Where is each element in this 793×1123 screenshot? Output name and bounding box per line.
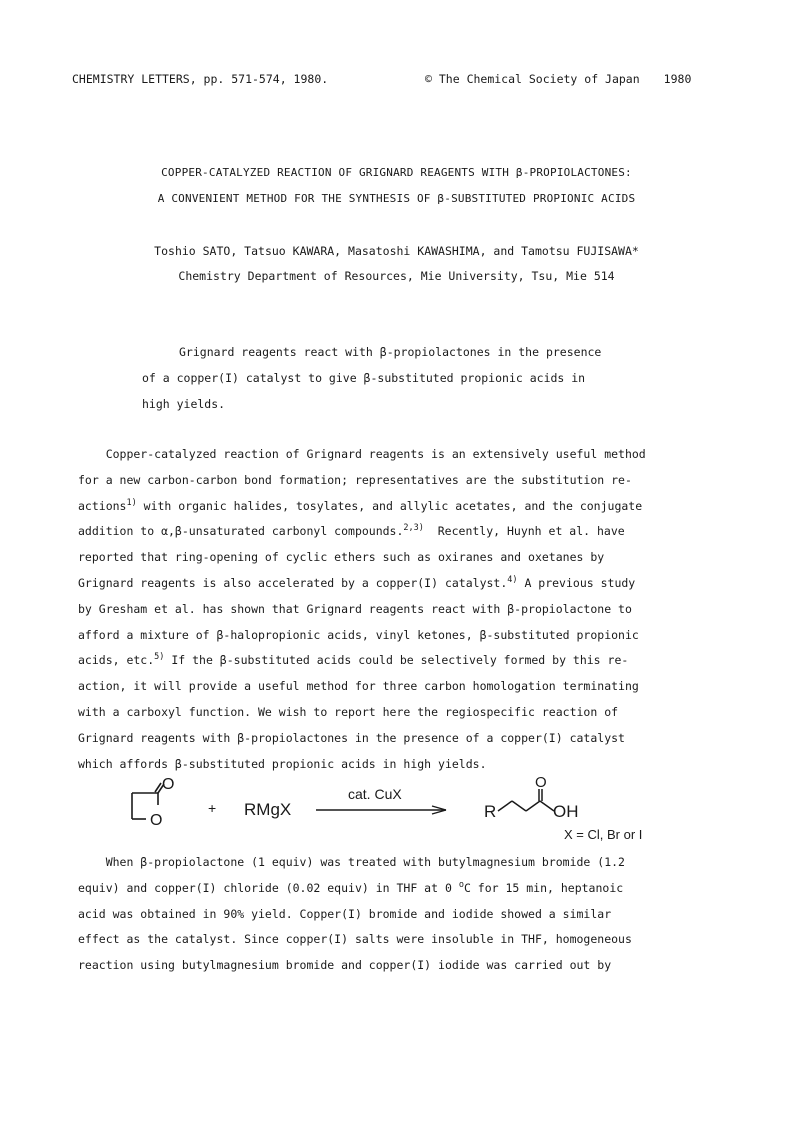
reference-superscript: 5) — [154, 652, 165, 663]
reference-superscript: 1) — [126, 497, 137, 508]
body-text-line: effect as the catalyst. Since copper(I) salts were insoluble in THF, homogeneous — [78, 932, 632, 947]
body-text-line — [78, 576, 635, 590]
body-text-line: by Gresham et al. has shown that Grignard reagents react with β-propiolactone to — [78, 601, 632, 616]
body-text-line: for a new carbon-carbon bond formation; representatives are the substitution re- — [78, 472, 632, 487]
copyright-line — [425, 72, 691, 86]
header-year: 1980 — [663, 72, 692, 86]
reaction-arrow — [316, 806, 446, 814]
halide-condition: X = Cl, Br or I — [564, 827, 643, 842]
body-text-line: which affords β-substituted propionic acids in high yields. — [78, 756, 487, 771]
title-line-2: A CONVENIENT METHOD FOR THE SYNTHESIS OF β-SUBSTITUTED PROPIONIC ACIDS — [157, 192, 636, 205]
body-text-line — [78, 881, 623, 895]
body-text-line: afford a mixture of β-halopropionic acids, vinyl ketones, β-substituted propionic — [78, 627, 639, 642]
reference-superscript: 2,3) — [403, 523, 424, 534]
title-line-1: COPPER-CATALYZED REACTION OF GRIGNARD REAGENTS WITH β-PROPIOLACTONES: — [161, 166, 632, 179]
propionic-acid-chain — [498, 789, 554, 811]
line-text: C for 15 min, heptanoic — [463, 880, 624, 895]
body-text-line: Copper-catalyzed reaction of Grignard reagents is an extensively useful method — [78, 447, 646, 461]
body-text-line: reaction using butylmagnesium bromide and copper(I) iodide was carried out by — [78, 958, 612, 973]
affiliation: Chemistry Department of Resources, Mie University, Tsu, Mie 514 — [178, 269, 615, 283]
body-text-line: action, it will provide a useful method for three carbon homologation terminating — [78, 679, 639, 694]
copyright-symbol: © — [425, 72, 432, 86]
abstract-line: Grignard reagents react with β-propiolactones in the presence — [179, 345, 602, 359]
body-text-line: acid was obtained in 90% yield. Copper(I) bromide and iodide showed a similar — [78, 906, 612, 921]
lactone-ring-oxygen: O — [150, 812, 163, 829]
author-list: Toshio SATO, Tatsuo KAWARA, Masatoshi KAWASHIMA, and Tamotsu FUJISAWA* — [154, 244, 639, 258]
body-text-line — [78, 524, 625, 538]
body-text-line: Grignard reagents with β-propiolactones in the presence of a copper(I) catalyst — [78, 730, 625, 745]
reference-superscript: 4) — [507, 575, 518, 585]
body-text-line — [78, 499, 642, 513]
line-text: If the β-substituted acids could be selectively formed by this re- — [164, 653, 629, 668]
abstract-line: of a copper(I) catalyst to give β-substituted propionic acids in — [142, 371, 586, 385]
line-text: Grignard reagents is also accelerated by a copper(I) catalyst. — [78, 576, 508, 590]
body-text-line: with a carboxyl function. We wish to report here the regiospecific reaction of — [78, 705, 619, 719]
plus-sign: + — [208, 800, 217, 816]
line-text: equiv) and copper(I) chloride (0.02 equiv) in THF at 0 — [78, 880, 459, 895]
body-text-line: When β-propiolactone (1 equiv) was treated with butylmagnesium bromide (1.2 — [78, 855, 625, 869]
reference-superscript: o — [458, 879, 464, 890]
society-name: The Chemical Society of Japan — [438, 72, 640, 86]
line-text: actions — [78, 498, 127, 513]
reaction-scheme — [120, 775, 680, 845]
journal-citation: CHEMISTRY LETTERS, pp. 571-574, 1980. — [72, 72, 329, 86]
catalyst-label: cat. CuX — [348, 786, 402, 802]
grignard-reagent: RMgX — [244, 800, 292, 819]
line-text: with organic halides, tosylates, and allylic acetates, and the conjugate — [136, 498, 643, 513]
line-text: acids, etc. — [78, 653, 155, 668]
lactone-carbonyl-oxygen: O — [162, 776, 175, 793]
abstract-line: high yields. — [142, 397, 226, 411]
line-text: addition to α,β-unsaturated carbonyl compounds. — [78, 524, 404, 539]
body-text-line — [78, 653, 628, 667]
product-carbonyl-oxygen: O — [535, 775, 547, 791]
product-r-group: R — [484, 802, 497, 821]
line-text: Recently, Huynh et al. have — [423, 524, 625, 539]
body-text-line: reported that ring-opening of cyclic ethers such as oxiranes and oxetanes by — [78, 550, 605, 565]
line-text: A previous study — [517, 576, 636, 590]
product-hydroxyl: OH — [553, 802, 579, 821]
